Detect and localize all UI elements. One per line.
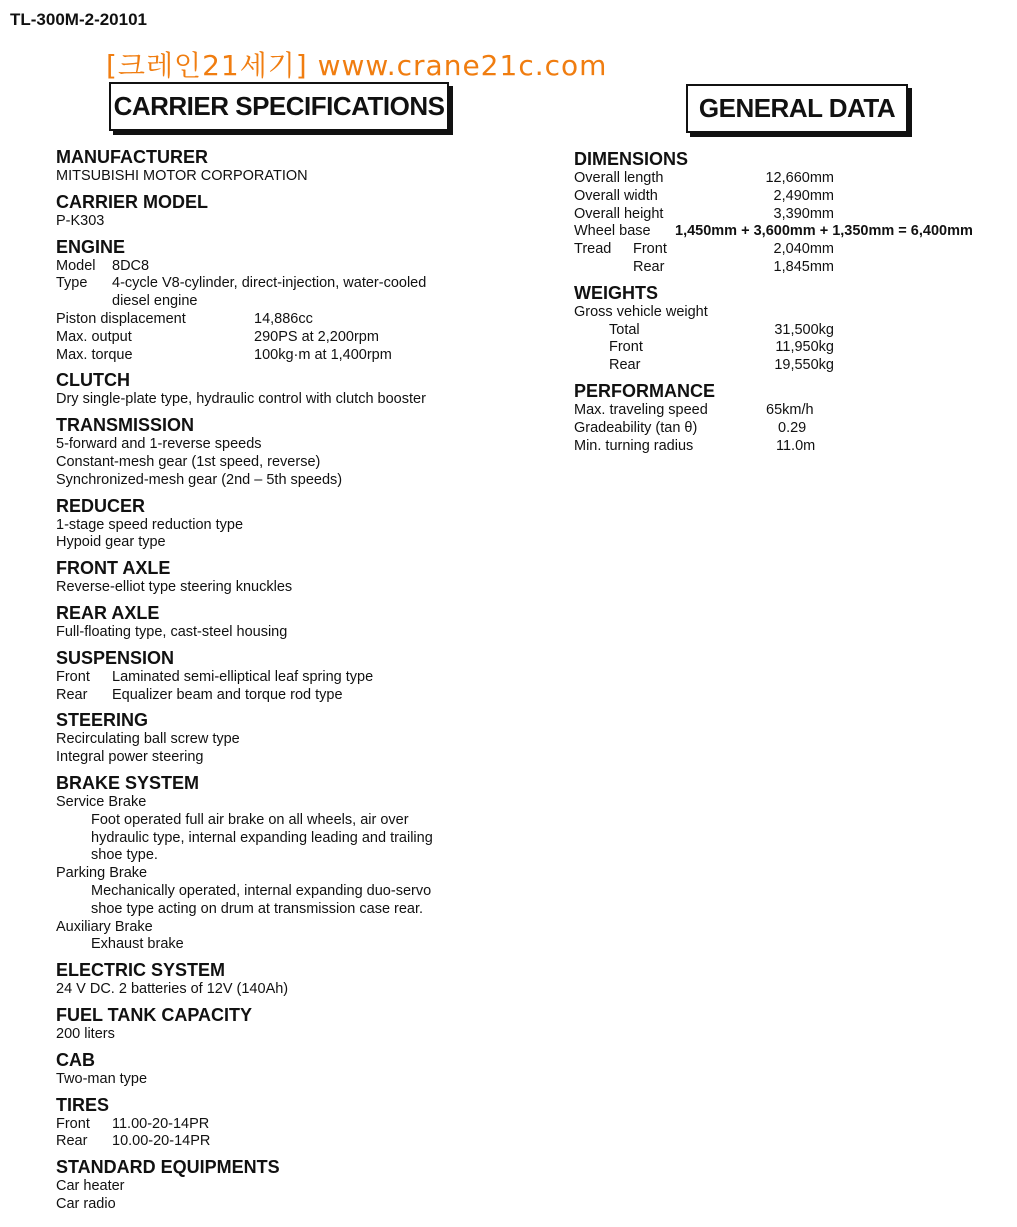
row-value: 1,845mm (773, 258, 834, 275)
row-value: 0.29 (778, 419, 807, 436)
section-heading: FRONT AXLE (56, 558, 171, 579)
tires-rear-row (56, 1133, 516, 1151)
general-data-title: GENERAL DATA (686, 84, 908, 133)
general-data-column (574, 148, 1004, 460)
row-value: 3,390mm (773, 205, 834, 222)
front-axle-value: Reverse-elliot type steering knuckles (56, 579, 293, 596)
carrier-specifications-title: CARRIER SPECIFICATIONS (109, 82, 449, 131)
row-value: 31,500kg (774, 321, 834, 338)
gross-weight-label: Gross vehicle weight (574, 303, 708, 320)
torque-row (56, 347, 516, 365)
row-value: 11.0m (776, 437, 816, 454)
equipment-section (56, 1156, 516, 1214)
turning-radius-row (574, 438, 1004, 456)
spacer (56, 293, 112, 311)
overall-length-row (574, 170, 1004, 188)
row-value: 14,886cc (254, 310, 313, 327)
row-value: Equalizer beam and torque rod type (112, 686, 343, 703)
weight-total-row (574, 322, 1004, 340)
tires-section (56, 1094, 516, 1152)
section-heading: FUEL TANK CAPACITY (56, 1004, 252, 1025)
section-heading: TRANSMISSION (56, 415, 195, 436)
row-label: Rear (56, 1133, 88, 1150)
section-heading: CLUTCH (56, 370, 130, 391)
row-label: Type (56, 275, 88, 292)
engine-type-row-cont (56, 293, 516, 311)
row-label: Front (56, 1115, 90, 1132)
row-label: Rear (56, 686, 88, 703)
row-value: Laminated semi-elliptical leaf spring type (112, 668, 374, 685)
output-row (56, 329, 516, 347)
row-label: Overall width (574, 187, 658, 204)
section-heading: DIMENSIONS (574, 149, 689, 169)
section-heading: WEIGHTS (574, 282, 658, 303)
row-label: Gradeability (tan θ) (574, 419, 698, 436)
service-brake-line: Foot operated full air brake on all wheels, air over (91, 811, 409, 828)
row-label: Max. output (56, 328, 132, 345)
reducer-line: Hypoid gear type (56, 534, 166, 551)
brake-section (56, 772, 516, 954)
transmission-line: Synchronized-mesh gear (2nd – 5th speeds) (56, 471, 343, 488)
tires-front-row (56, 1116, 516, 1134)
row-label: Rear (609, 357, 641, 374)
watermark-text: [크레인21세기] www.crane21c.com (106, 49, 608, 82)
overall-height-row (574, 206, 1004, 224)
row-value: 1,450mm + 3,600mm + 1,350mm = 6,400mm (675, 223, 973, 240)
parking-brake-line: Mechanically operated, internal expanding duo-servo (91, 882, 432, 899)
section-heading: STANDARD EQUIPMENTS (56, 1157, 280, 1178)
section-heading: CAB (56, 1049, 95, 1070)
section-heading: REAR AXLE (56, 602, 160, 623)
row-value: 65km/h (766, 401, 814, 418)
equipment-line: Car radio (56, 1195, 116, 1212)
section-heading: TIRES (56, 1094, 110, 1115)
cab-section (56, 1049, 516, 1089)
clutch-section (56, 369, 516, 409)
gradeability-row (574, 420, 1004, 438)
electric-value: 24 V DC. 2 batteries of 12V (140Ah) (56, 981, 289, 998)
tread-rear-row (574, 259, 1004, 277)
tread-front-row (574, 241, 1004, 259)
transmission-section (56, 414, 516, 489)
fuel-section (56, 1004, 516, 1044)
section-heading: STEERING (56, 710, 149, 731)
document-id: TL-300M-2-20101 (10, 10, 148, 29)
section-heading: SUSPENSION (56, 647, 175, 668)
section-heading: BRAKE SYSTEM (56, 772, 200, 793)
parking-brake-label: Parking Brake (56, 865, 148, 882)
reducer-line: 1-stage speed reduction type (56, 516, 244, 533)
row-label: Overall height (574, 205, 664, 222)
row-value: 12,660mm (765, 170, 834, 186)
engine-type-row (56, 275, 516, 293)
row-value: diesel engine (112, 293, 198, 310)
steering-line: Integral power steering (56, 749, 204, 766)
rear-axle-section (56, 602, 516, 642)
fuel-value: 200 liters (56, 1025, 115, 1042)
dimensions-section (574, 148, 1004, 277)
section-heading: CARRIER MODEL (56, 191, 208, 212)
row-label: Wheel base (574, 223, 651, 240)
clutch-value: Dry single-plate type, hydraulic control with clutch booster (56, 391, 426, 408)
row-value: 4-cycle V8-cylinder, direct-injection, water-cooled (112, 275, 427, 292)
service-brake-line: shoe type. (91, 847, 158, 864)
transmission-line: 5-forward and 1-reverse speeds (56, 436, 262, 453)
row-value: 290PS at 2,200rpm (254, 328, 379, 345)
row-value: 19,550kg (774, 357, 834, 374)
weight-front-row (574, 339, 1004, 357)
parking-brake-line: shoe type acting on drum at transmission case rear. (91, 900, 424, 917)
suspension-rear-row (56, 687, 516, 705)
row-value: 11,950kg (775, 339, 834, 356)
row-label: Model (56, 257, 96, 274)
auxiliary-brake-label: Auxiliary Brake (56, 918, 153, 935)
front-axle-section (56, 557, 516, 597)
electric-section (56, 959, 516, 999)
carrier-specifications-column (56, 146, 516, 1219)
equipment-line: Car heater (56, 1178, 125, 1195)
row-label: Min. turning radius (574, 437, 694, 454)
overall-width-row (574, 188, 1004, 206)
row-label: Tread (574, 241, 612, 258)
displacement-row (56, 311, 516, 329)
weights-section (574, 282, 1004, 375)
rear-axle-value: Full-floating type, cast-steel housing (56, 623, 288, 640)
service-brake-label: Service Brake (56, 793, 147, 810)
manufacturer-section (56, 146, 516, 186)
row-value: 100kg·m at 1,400rpm (254, 346, 392, 363)
service-brake-line: hydraulic type, internal expanding leading and trailing (91, 829, 433, 846)
transmission-line: Constant-mesh gear (1st speed, reverse) (56, 453, 321, 470)
row-label: Front (56, 668, 90, 685)
carrier-model-value: P-K303 (56, 212, 105, 229)
weight-rear-row (574, 357, 1004, 375)
wheel-base-row (574, 223, 1004, 241)
row-value: 8DC8 (112, 257, 150, 274)
suspension-section (56, 647, 516, 705)
carrier-model-section (56, 191, 516, 231)
row-value: 11.00-20-14PR (112, 1115, 210, 1132)
manufacturer-value: MITSUBISHI MOTOR CORPORATION (56, 168, 308, 184)
row-label: Total (609, 321, 640, 338)
row-label: Piston displacement (56, 310, 186, 327)
spacer (574, 259, 633, 277)
steering-section (56, 709, 516, 767)
section-heading: ELECTRIC SYSTEM (56, 960, 226, 981)
row-value: 2,040mm (773, 241, 834, 258)
auxiliary-brake-line: Exhaust brake (91, 936, 184, 953)
row-value: 10.00-20-14PR (112, 1133, 211, 1150)
section-heading: PERFORMANCE (574, 380, 716, 401)
row-sublabel: Front (633, 241, 667, 258)
max-speed-row (574, 402, 1004, 420)
cab-value: Two-man type (56, 1070, 148, 1087)
steering-line: Recirculating ball screw type (56, 731, 240, 748)
performance-section (574, 380, 1004, 455)
row-value: 2,490mm (773, 187, 834, 204)
section-heading: REDUCER (56, 495, 146, 516)
suspension-front-row (56, 669, 516, 687)
reducer-section (56, 495, 516, 553)
section-heading: MANUFACTURER (56, 147, 208, 167)
engine-model-row (56, 258, 516, 276)
row-sublabel: Rear (633, 258, 665, 275)
row-label: Max. torque (56, 346, 133, 363)
engine-section (56, 236, 516, 365)
section-heading: ENGINE (56, 236, 126, 257)
row-label: Front (609, 339, 643, 356)
row-label: Overall length (574, 170, 664, 186)
row-label: Max. traveling speed (574, 401, 708, 418)
